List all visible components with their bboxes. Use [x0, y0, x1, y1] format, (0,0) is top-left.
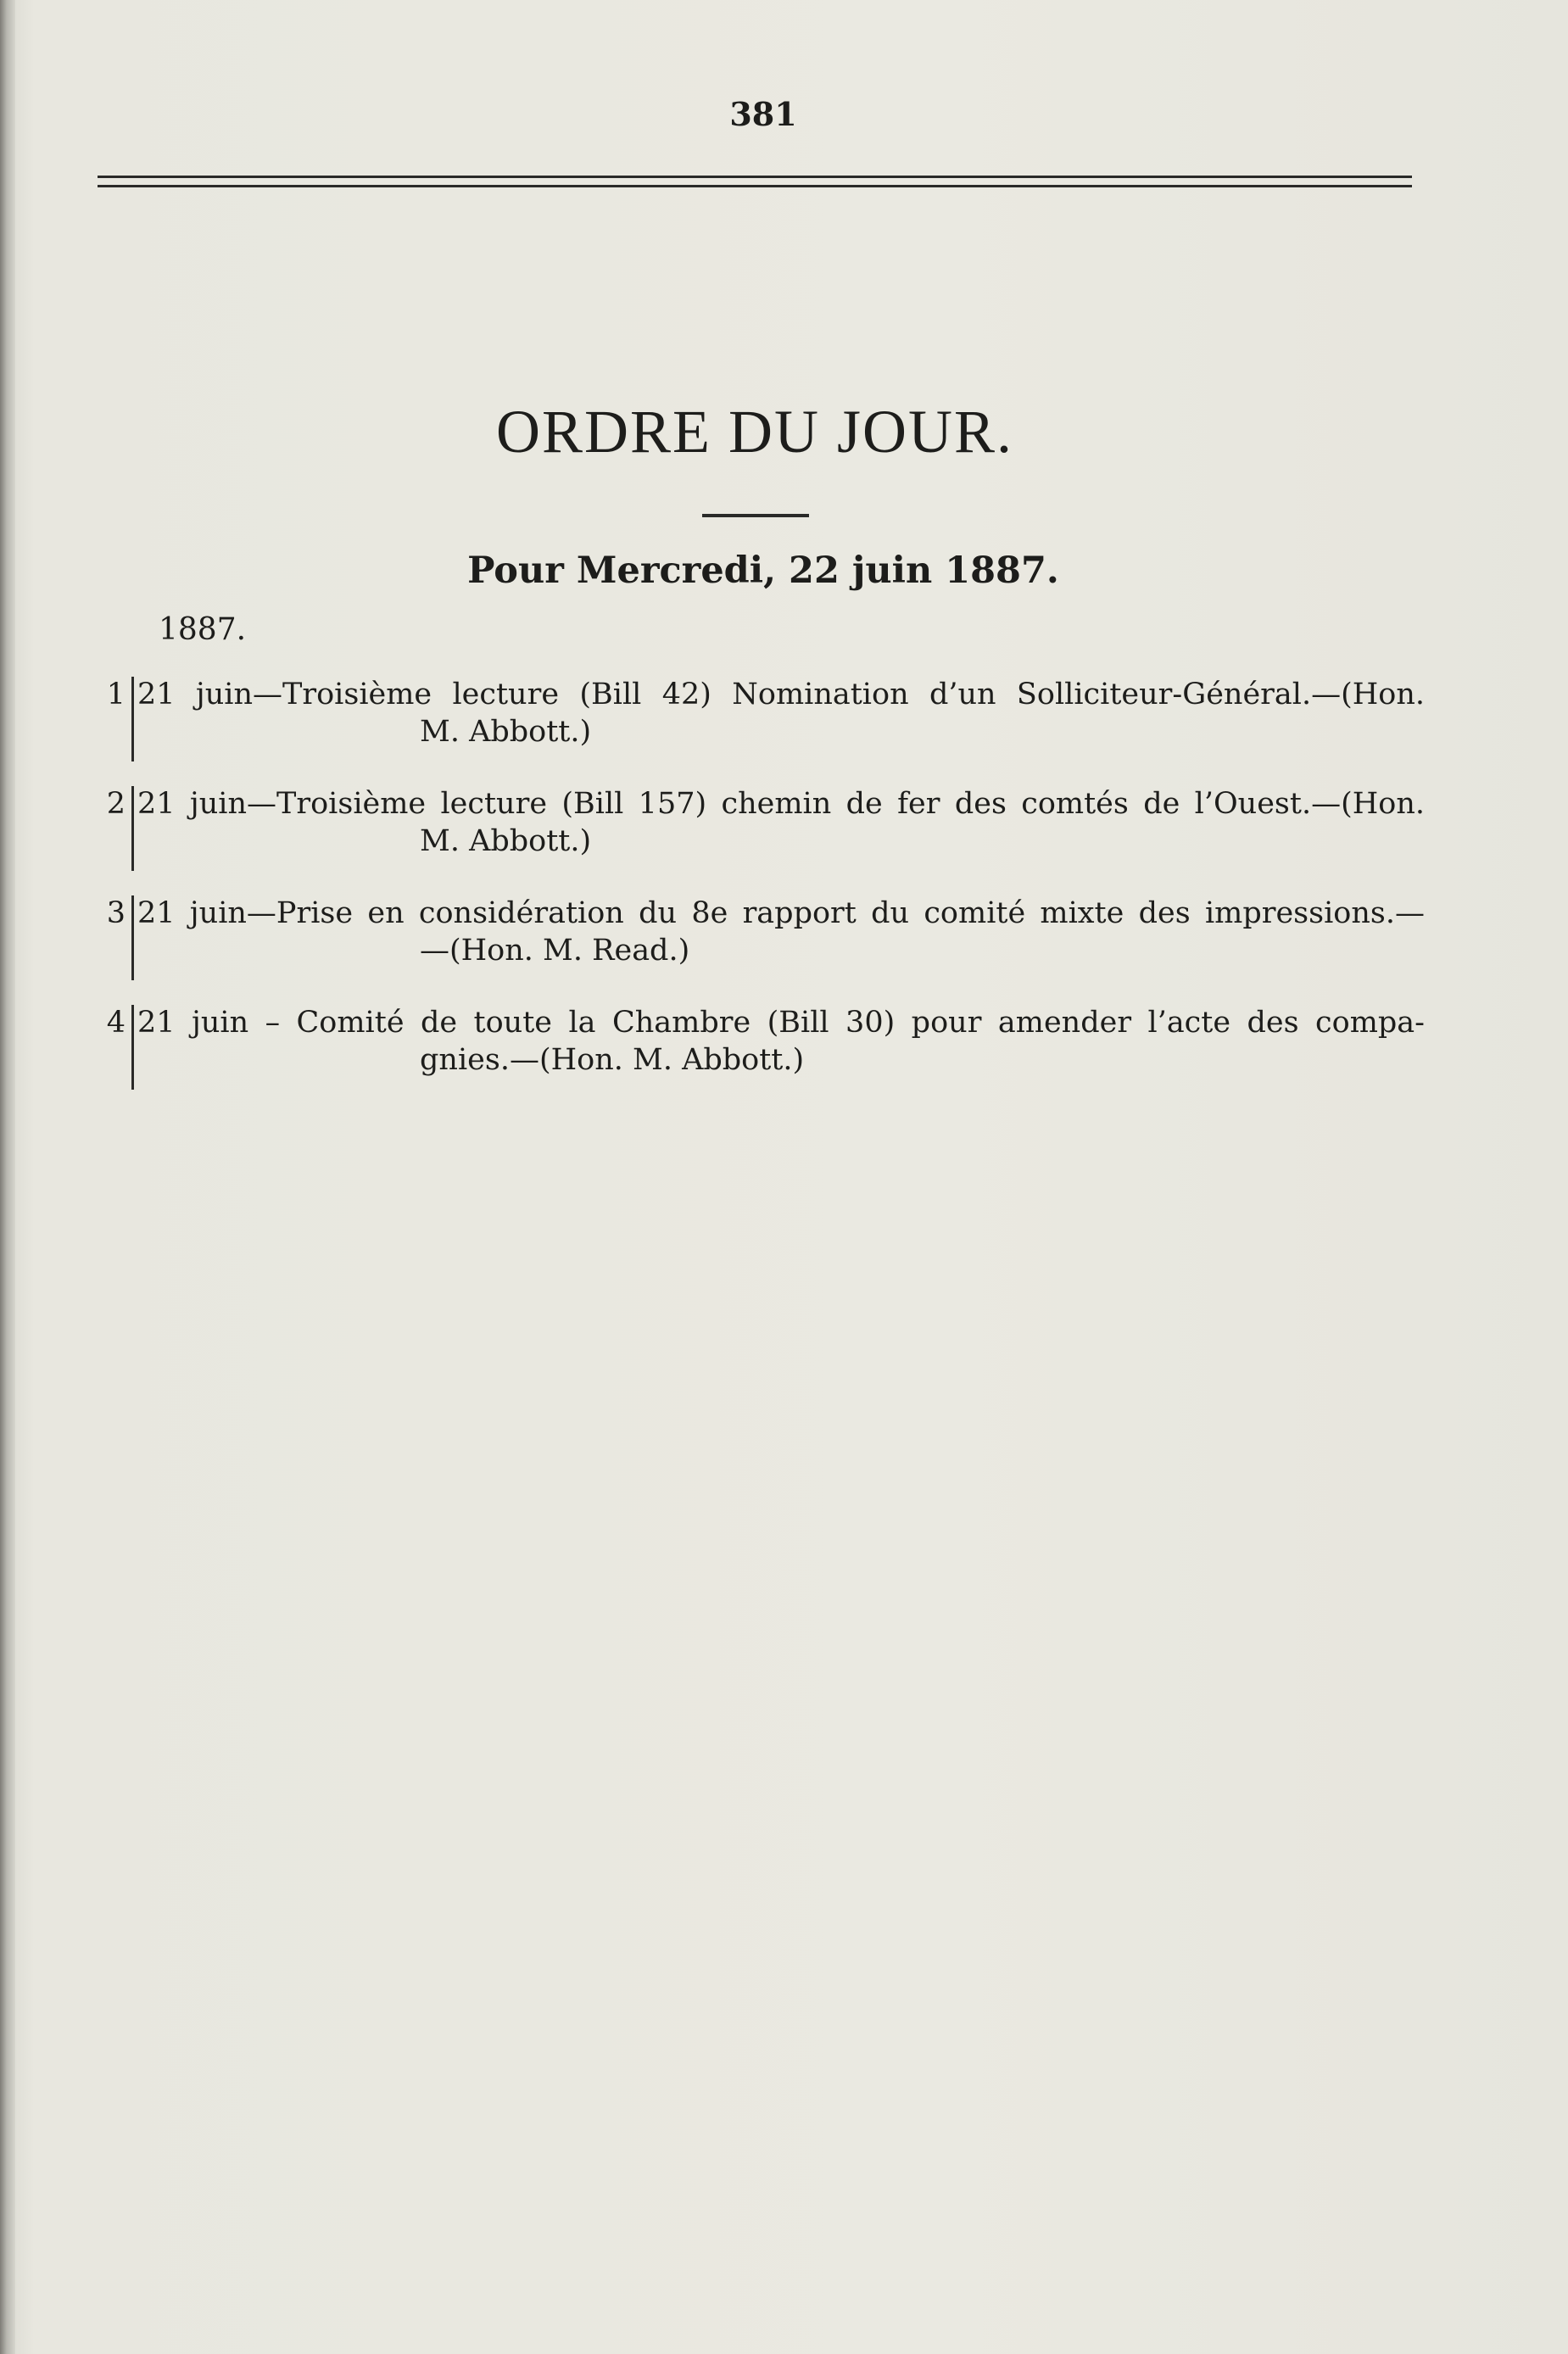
header-double-rule [98, 176, 1412, 187]
item-text-line2: —(Hon. M. Read.) [420, 934, 690, 968]
list-item [102, 786, 1425, 895]
list-item [102, 895, 1425, 1005]
item-text-line2: gnies.—(Hon. M. Abbott.) [420, 1043, 805, 1077]
item-number: 2 [106, 787, 126, 821]
item-text-line2: M. Abbott.) [420, 715, 592, 749]
margin-rule [131, 895, 134, 980]
margin-rule [131, 1005, 134, 1090]
year-label: 1887. [159, 612, 247, 647]
item-text-line1: 21 juin—Prise en considération du 8e rapport du comité mixte des impressions.— [137, 896, 1425, 930]
order-list [102, 677, 1425, 1114]
margin-rule [131, 786, 134, 871]
list-item [102, 1005, 1425, 1114]
item-text-line1: 21 juin – Comité de toute la Chambre (Bill 30) pour amender l’acte des compa- [137, 1006, 1425, 1040]
item-text-line1: 21 juin—Troisième lecture (Bill 42) Nomination d’un Solliciteur-Général.—(Hon. [137, 678, 1425, 711]
title-rule [702, 514, 809, 517]
page-title: ORDRE DU JOUR. [495, 398, 1014, 466]
item-number: 4 [106, 1006, 126, 1040]
date-heading: Pour Mercredi, 22 juin 1887. [467, 549, 1059, 592]
margin-rule [131, 677, 134, 761]
binding-edge [0, 0, 15, 2354]
item-number: 3 [106, 896, 126, 930]
list-item [102, 677, 1425, 786]
item-number: 1 [106, 678, 126, 711]
item-text-line1: 21 juin—Troisième lecture (Bill 157) chemin de fer des comtés de l’Ouest.—(Hon. [137, 787, 1425, 821]
page-number: 381 [729, 95, 797, 133]
item-text-line2: M. Abbott.) [420, 824, 592, 858]
